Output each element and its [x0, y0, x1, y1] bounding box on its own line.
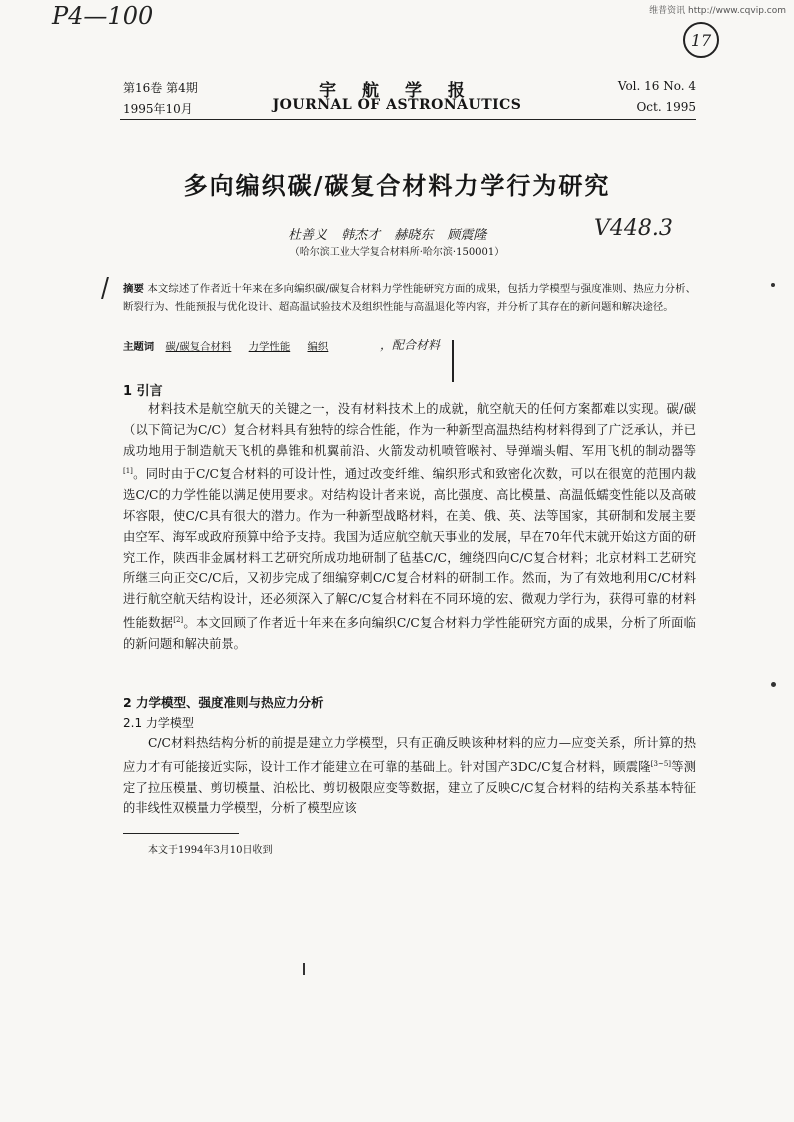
volume-issue-cn: 第16卷 第4期	[123, 81, 198, 95]
handwritten-classification-note: P4—100	[52, 2, 154, 30]
keywords	[123, 338, 342, 353]
margin-mark	[101, 277, 121, 299]
paragraph-text: C/C材料热结构分析的前提是建立力学模型，只有正确反映该种材料的应力—应变关系，所计算的热应力才有可能接近实际，设计工作才能建立在可靠的基础上。针对国产3DC/C复合材料，顾震隆	[123, 736, 696, 774]
citation: [2]	[173, 616, 184, 625]
abstract-label: 摘要	[123, 283, 144, 295]
paragraph-text: 等测定了拉压模量、剪切模量、泊松比、剪切极限应变等数据，建立了反映C/C复合材料的结构关系基本特征的非线性双模量力学模型，分析了模型应该	[123, 759, 696, 816]
pen-stroke	[452, 340, 454, 382]
authors: 杜善义 韩杰才 赫晓东 顾震隆	[288, 228, 487, 243]
paragraph-text: 。本文回顾了作者近十年来在多向编织C/C复合材料力学性能研究方面的成果，分析了所面临的新问题和解决前景。	[123, 616, 696, 651]
citation: [3~5]	[650, 759, 672, 768]
journal-name-en: JOURNAL OF ASTRONAUTICS	[272, 97, 522, 113]
watermark: 维普资讯 http://www.cqvip.com	[649, 6, 786, 16]
scan-speck	[303, 963, 305, 975]
subsection-heading: 2.1 力学模型	[123, 716, 194, 730]
footnote-rule	[123, 833, 239, 834]
section-2-body	[123, 733, 696, 819]
handwritten-keyword-note: ，配合材料	[380, 338, 441, 352]
handwritten-call-number: V448.3	[594, 216, 673, 241]
handwritten-circled-number: 17	[683, 22, 719, 58]
affiliation: （哈尔滨工业大学复合材料所·哈尔滨·150001）	[289, 247, 505, 258]
keyword-item: 碳/碳复合材料	[165, 341, 232, 353]
keyword-item: 力学性能	[248, 341, 291, 353]
paragraph-text: 。同时由于C/C复合材料的可设计性，通过改变纤维、编织形式和致密化次数，可以在很宽的范围内裁选C/C的力学性能以满足使用要求。对结构设计者来说，高比强度、高比模量、高温低蠕变性能以及高破坏容限，使C/C具有很大的潜力。作为一种新型战略材料，在美、俄、英、法等国家，其研制和发展主要由空军、海军或政府预算中给予支持。我国为适应航空航天事业的发展，早在70年代末就开始这方面的研究工作，陕西非金属材料工艺研究所成功地研制了毡基C/C，缠绕四向C/C复合材料；北京材料工艺研究所继三向正交C/C后，又初步完成了细编穿刺C/C复合材料的研制工作。然而，为了有效地利用C/C材料进行航空航天结构设计，还必须深入了解C/C复合材料在不同环境的宏、微观力学行为，获得可靠的材料性能数据	[123, 467, 696, 631]
paragraph	[123, 733, 696, 819]
paper-title: 多向编织碳/碳复合材料力学行为研究	[183, 171, 611, 200]
header-rule	[120, 119, 696, 120]
scan-speck	[771, 682, 776, 687]
abstract	[123, 280, 696, 316]
section-heading: 1 引言	[123, 384, 163, 399]
section-1-body	[123, 399, 696, 655]
date-cn: 1995年10月	[123, 102, 193, 116]
journal-name-cn: 宇 航 学 报	[319, 81, 475, 101]
date-en: Oct. 1995	[636, 100, 696, 114]
section-heading: 2 力学模型、强度准则与热应力分析	[123, 695, 324, 710]
volume-issue-en: Vol. 16 No. 4	[617, 79, 696, 93]
abstract-text: 本文综述了作者近十年来在多向编织碳/碳复合材料力学性能研究方面的成果，包括力学模型与强度准则、热应力分析、断裂行为、性能预报与优化设计、超高温试验技术及组织性能与高温退化等内容，并分析了其存在的新问题和解决途径。	[123, 283, 696, 313]
paragraph	[123, 399, 696, 655]
keywords-label: 主题词	[123, 341, 155, 353]
scan-speck	[771, 283, 775, 287]
citation: [1]	[123, 467, 133, 476]
keyword-item: 编织	[307, 341, 329, 353]
paragraph-text: 材料技术是航空航天的关键之一，没有材料技术上的成就，航空航天的任何方案都难以实现。碳/碳（以下简记为C/C）复合材料具有独特的综合性能，作为一种新型高温热结构材料得到了广泛承认，并已成功地用于制造航天飞机的鼻锥和机翼前沿、火箭发动机喷管喉衬、导弹端头帽、军用飞机的制动器等	[123, 402, 696, 458]
footnote: 本文于1994年3月10日收到	[148, 845, 273, 856]
